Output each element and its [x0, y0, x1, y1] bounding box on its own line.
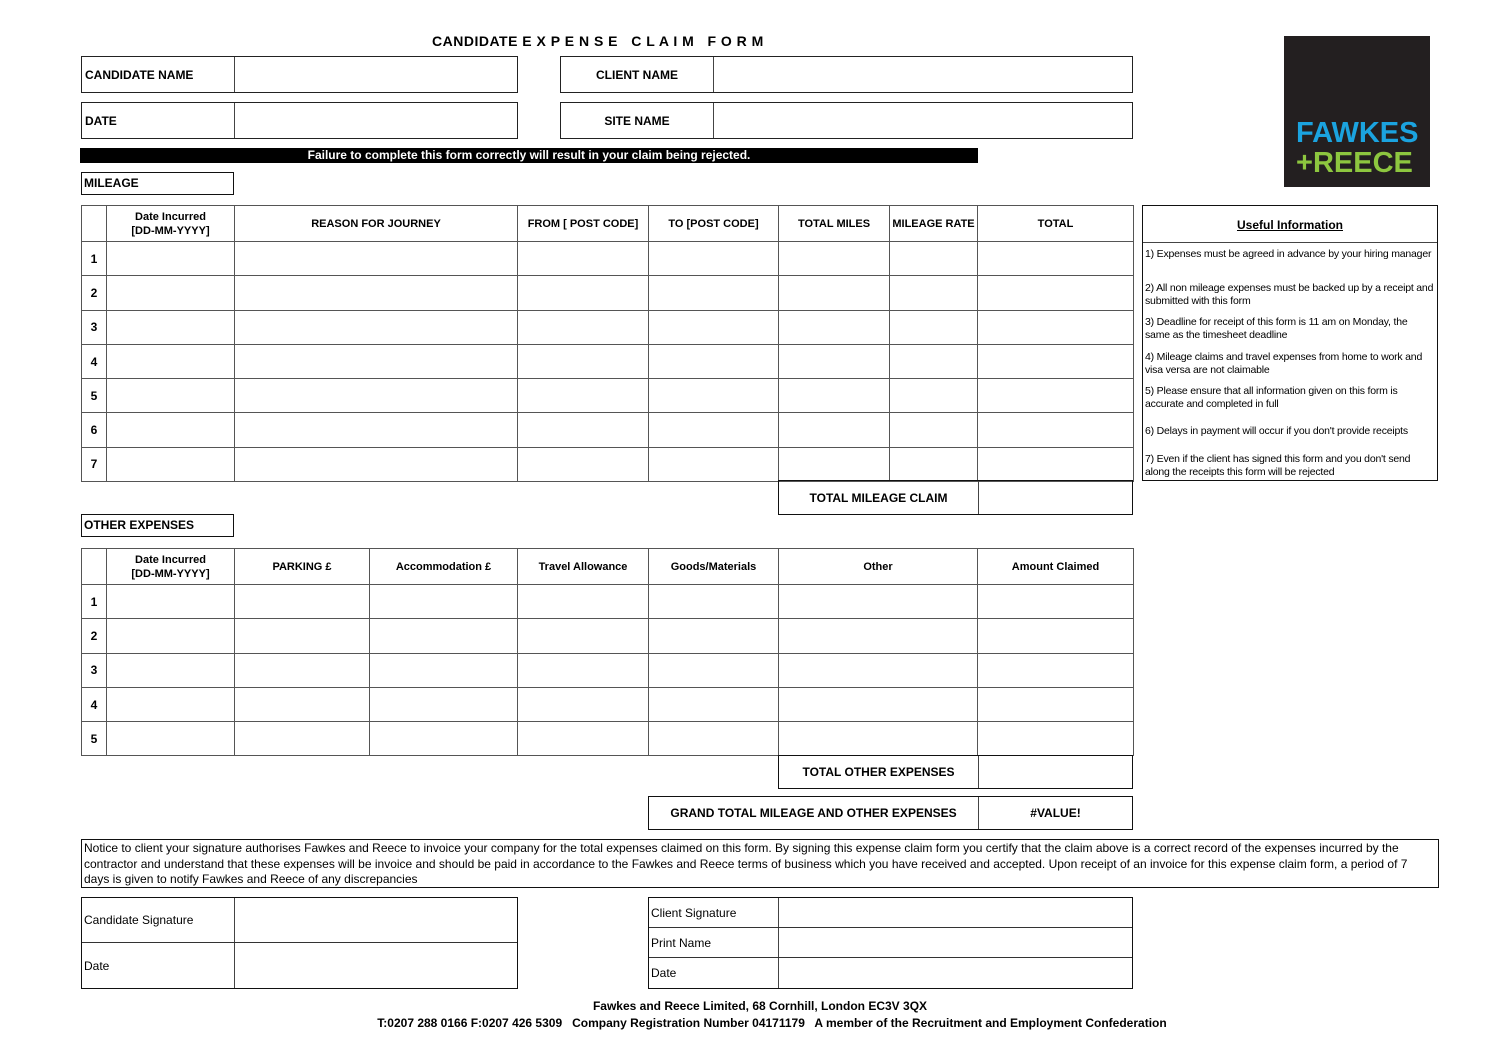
other-col-date-line1: Date Incurred: [135, 553, 206, 566]
logo-line2-text: REECE: [1312, 147, 1413, 179]
mileage-cell[interactable]: [649, 344, 779, 378]
form-title-part2: E X P E N S E C L A I M F O R M: [522, 33, 764, 49]
other-expense-cell[interactable]: [649, 687, 779, 721]
mileage-col-date-line1: Date Incurred: [135, 210, 206, 223]
other-expense-cell[interactable]: [235, 585, 370, 619]
mileage-row-number: 6: [82, 413, 107, 447]
candidate-name-row: [81, 56, 518, 93]
other-expense-cell[interactable]: [649, 722, 779, 756]
logo-line1: FAWKES: [1296, 117, 1419, 149]
site-name-field[interactable]: [714, 103, 1132, 138]
other-expense-row: [82, 722, 1134, 756]
mileage-cell[interactable]: [890, 276, 978, 310]
mileage-cell[interactable]: [107, 344, 235, 378]
other-col-date-line2: [DD-MM-YYYY]: [131, 567, 210, 580]
client-date-label: Date: [649, 958, 779, 988]
mileage-row: [82, 242, 1134, 276]
mileage-col-to: TO [POST CODE]: [649, 206, 779, 242]
info-item-4: 4) Mileage claims and travel expenses from home to work and visa versa are not claimable: [1145, 351, 1423, 376]
mileage-cell[interactable]: [649, 310, 779, 344]
mileage-cell[interactable]: [518, 344, 649, 378]
other-expense-cell[interactable]: [107, 653, 235, 687]
total-other-expenses-label: TOTAL OTHER EXPENSES: [779, 756, 979, 788]
other-expense-row-number: 2: [82, 619, 107, 653]
other-expense-row: [82, 585, 1134, 619]
other-expense-row: [82, 687, 1134, 721]
other-expense-row-number: 1: [82, 585, 107, 619]
other-expense-cell[interactable]: [978, 585, 1134, 619]
mileage-cell[interactable]: [518, 276, 649, 310]
mileage-col-date-line2: [DD-MM-YYYY]: [131, 224, 210, 237]
other-expense-cell[interactable]: [779, 585, 978, 619]
useful-information-panel: [1142, 205, 1438, 481]
info-item-7: 7) Even if the client has signed this form and you don't send along the receipts this form will be rejected: [1145, 453, 1411, 478]
grand-total-label: GRAND TOTAL MILEAGE AND OTHER EXPENSES: [649, 797, 979, 829]
other-expense-cell[interactable]: [978, 653, 1134, 687]
mileage-cell[interactable]: [779, 310, 890, 344]
other-expense-cell[interactable]: [518, 653, 649, 687]
form-title-part1: CANDIDATE: [432, 33, 518, 49]
client-name-row: [560, 56, 1133, 93]
mileage-cell[interactable]: [978, 310, 1134, 344]
mileage-col-reason: REASON FOR JOURNEY: [235, 206, 518, 242]
other-expense-row-number: 4: [82, 687, 107, 721]
print-name-label: Print Name: [649, 928, 779, 957]
fawkes-reece-logo: [1284, 36, 1430, 187]
mileage-row: [82, 447, 1134, 481]
other-expense-cell[interactable]: [235, 619, 370, 653]
candidate-signature-field[interactable]: [235, 898, 517, 942]
other-expense-cell[interactable]: [370, 722, 518, 756]
mileage-cell[interactable]: [518, 447, 649, 481]
other-expense-cell[interactable]: [107, 722, 235, 756]
mileage-cell[interactable]: [107, 413, 235, 447]
mileage-row-number: 7: [82, 447, 107, 481]
mileage-cell[interactable]: [518, 242, 649, 276]
candidate-date-label: Date: [82, 943, 235, 988]
other-expense-cell[interactable]: [649, 653, 779, 687]
other-expense-cell[interactable]: [370, 653, 518, 687]
other-expense-cell[interactable]: [978, 687, 1134, 721]
info-item-2: 2) All non mileage expenses must be backed up by a receipt and submitted with this form: [1145, 282, 1434, 307]
other-expenses-table: [81, 548, 1134, 756]
candidate-signature-label: Candidate Signature: [82, 898, 235, 942]
mileage-row-number: 5: [82, 379, 107, 413]
mileage-cell[interactable]: [978, 447, 1134, 481]
mileage-row: [82, 379, 1134, 413]
mileage-section-label: MILEAGE: [81, 172, 234, 195]
candidate-signature-block: [81, 897, 518, 989]
mileage-cell[interactable]: [978, 276, 1134, 310]
date-label: DATE: [82, 103, 235, 138]
candidate-date-field[interactable]: [235, 943, 517, 988]
mileage-row-number: 2: [82, 276, 107, 310]
logo-plus-icon: +: [1296, 147, 1313, 179]
mileage-cell[interactable]: [235, 413, 518, 447]
other-expense-cell[interactable]: [107, 687, 235, 721]
mileage-cell[interactable]: [518, 379, 649, 413]
other-expense-cell[interactable]: [518, 619, 649, 653]
other-expense-cell[interactable]: [779, 653, 978, 687]
other-col-parking: PARKING £: [235, 549, 370, 585]
mileage-cell[interactable]: [107, 242, 235, 276]
info-item-5: 5) Please ensure that all information given on this form is accurate and completed in full: [1145, 385, 1398, 410]
site-name-row: [560, 102, 1133, 139]
mileage-row-number: 3: [82, 310, 107, 344]
other-col-accommodation: Accommodation £: [370, 549, 518, 585]
mileage-col-total: TOTAL: [978, 206, 1134, 242]
client-signature-label: Client Signature: [649, 898, 779, 927]
mileage-cell[interactable]: [779, 447, 890, 481]
other-expense-cell[interactable]: [518, 687, 649, 721]
mileage-cell[interactable]: [107, 276, 235, 310]
other-expense-row-number: 3: [82, 653, 107, 687]
other-col-travel-allowance: Travel Allowance: [518, 549, 649, 585]
mileage-cell[interactable]: [235, 242, 518, 276]
total-mileage-claim-label: TOTAL MILEAGE CLAIM: [779, 481, 979, 514]
other-expense-cell[interactable]: [779, 687, 978, 721]
mileage-cell[interactable]: [235, 344, 518, 378]
other-expense-cell[interactable]: [649, 619, 779, 653]
mileage-cell[interactable]: [235, 447, 518, 481]
client-signature-block: [648, 897, 1133, 989]
mileage-row: [82, 413, 1134, 447]
footer-address: Fawkes and Reece Limited, 68 Cornhill, London EC3V 3QX: [592, 999, 928, 1013]
other-expense-cell[interactable]: [978, 722, 1134, 756]
total-mileage-claim-value[interactable]: [979, 481, 1132, 514]
client-signature-field[interactable]: [779, 898, 1132, 927]
mileage-cell[interactable]: [978, 344, 1134, 378]
mileage-table: [81, 205, 1134, 482]
other-expense-cell[interactable]: [779, 619, 978, 653]
mileage-cell[interactable]: [890, 310, 978, 344]
total-other-expenses-value[interactable]: [979, 756, 1132, 788]
mileage-cell[interactable]: [649, 413, 779, 447]
form-title: [432, 33, 764, 49]
client-name-label: CLIENT NAME: [561, 57, 714, 92]
other-expense-cell[interactable]: [370, 585, 518, 619]
mileage-cell[interactable]: [779, 379, 890, 413]
other-expense-row: [82, 619, 1134, 653]
candidate-name-label: CANDIDATE NAME: [82, 57, 235, 92]
mileage-cell[interactable]: [649, 447, 779, 481]
mileage-cell[interactable]: [978, 379, 1134, 413]
footer-company-info: T:0207 288 0166 F:0207 426 5309 Company Registration Number 04171179 A member of the Recruitment and Employment Confederation: [377, 1016, 1167, 1030]
mileage-row-number: 4: [82, 344, 107, 378]
candidate-name-field[interactable]: [235, 57, 517, 92]
grand-total-row: [648, 796, 1133, 830]
date-field[interactable]: [235, 103, 517, 138]
other-expense-cell[interactable]: [235, 687, 370, 721]
warning-banner: Failure to complete this form correctly will result in your claim being rejected.: [80, 148, 978, 163]
other-expense-cell[interactable]: [235, 722, 370, 756]
client-name-field[interactable]: [714, 57, 1132, 92]
mileage-cell[interactable]: [779, 276, 890, 310]
other-expense-cell[interactable]: [107, 585, 235, 619]
other-col-index: [82, 549, 107, 585]
other-expense-cell[interactable]: [370, 619, 518, 653]
mileage-col-date: [107, 206, 235, 242]
print-name-field[interactable]: [779, 928, 1132, 957]
other-col-date: [107, 549, 235, 585]
mileage-row: [82, 344, 1134, 378]
mileage-col-total-miles: TOTAL MILES: [779, 206, 890, 242]
mileage-cell[interactable]: [978, 413, 1134, 447]
info-item-1: 1) Expenses must be agreed in advance by your hiring manager: [1145, 248, 1432, 260]
other-expenses-section-label: OTHER EXPENSES: [81, 514, 234, 537]
mileage-row: [82, 310, 1134, 344]
other-expense-cell[interactable]: [235, 653, 370, 687]
mileage-cell[interactable]: [779, 413, 890, 447]
total-other-expenses-row: [778, 755, 1133, 789]
other-expense-cell[interactable]: [978, 619, 1134, 653]
mileage-cell[interactable]: [779, 242, 890, 276]
other-expenses-header-row: [82, 549, 1134, 585]
mileage-cell[interactable]: [518, 310, 649, 344]
other-expense-cell[interactable]: [779, 722, 978, 756]
total-mileage-claim-row: [778, 480, 1133, 515]
other-expense-cell[interactable]: [649, 585, 779, 619]
mileage-row: [82, 276, 1134, 310]
other-col-goods-materials: Goods/Materials: [649, 549, 779, 585]
client-notice: Notice to client your signature authorises Fawkes and Reece to invoice your company for the total expenses claimed on this form. By signing this expense claim form you certify that the claim above is a correct record of the expenses incurred by the contractor and understand that these expenses will be invoice and should be paid in accordance to the Fawkes and Reece terms of business which you have received and accepted. Upon receipt of an invoice for this expense claim form, a period of 7 days is given to notify Fawkes and Reece of any discrepancies: [81, 839, 1439, 888]
site-name-label: SITE NAME: [561, 103, 714, 138]
other-expense-row: [82, 653, 1134, 687]
mileage-col-rate: MILEAGE RATE: [890, 206, 978, 242]
mileage-cell[interactable]: [649, 242, 779, 276]
mileage-cell[interactable]: [235, 310, 518, 344]
other-expense-cell[interactable]: [518, 585, 649, 619]
info-item-6: 6) Delays in payment will occur if you don't provide receipts: [1145, 425, 1408, 437]
client-date-field[interactable]: [779, 958, 1132, 988]
mileage-cell[interactable]: [107, 310, 235, 344]
mileage-cell[interactable]: [978, 242, 1134, 276]
grand-total-value: #VALUE!: [1030, 806, 1081, 820]
mileage-cell[interactable]: [890, 447, 978, 481]
mileage-row-number: 1: [82, 242, 107, 276]
date-row: [81, 102, 518, 139]
mileage-cell[interactable]: [235, 276, 518, 310]
useful-information-heading: Useful Information: [1143, 206, 1437, 243]
info-item-3: 3) Deadline for receipt of this form is 11 am on Monday, the same as the timesheet deadline: [1145, 316, 1408, 341]
logo-line2: [1296, 148, 1413, 178]
mileage-cell[interactable]: [518, 413, 649, 447]
mileage-cell[interactable]: [890, 413, 978, 447]
other-col-other: Other: [779, 549, 978, 585]
mileage-cell[interactable]: [107, 379, 235, 413]
mileage-cell[interactable]: [890, 379, 978, 413]
other-expense-cell[interactable]: [107, 619, 235, 653]
other-col-amount-claimed: Amount Claimed: [978, 549, 1134, 585]
mileage-cell[interactable]: [649, 379, 779, 413]
mileage-col-index: [82, 206, 107, 242]
mileage-cell[interactable]: [107, 447, 235, 481]
mileage-cell[interactable]: [890, 344, 978, 378]
mileage-cell[interactable]: [779, 344, 890, 378]
other-expense-cell[interactable]: [370, 687, 518, 721]
mileage-cell[interactable]: [649, 276, 779, 310]
mileage-cell[interactable]: [890, 242, 978, 276]
mileage-header-row: [82, 206, 1134, 242]
mileage-cell[interactable]: [235, 379, 518, 413]
mileage-col-from: FROM [ POST CODE]: [518, 206, 649, 242]
other-expense-cell[interactable]: [518, 722, 649, 756]
other-expense-row-number: 5: [82, 722, 107, 756]
